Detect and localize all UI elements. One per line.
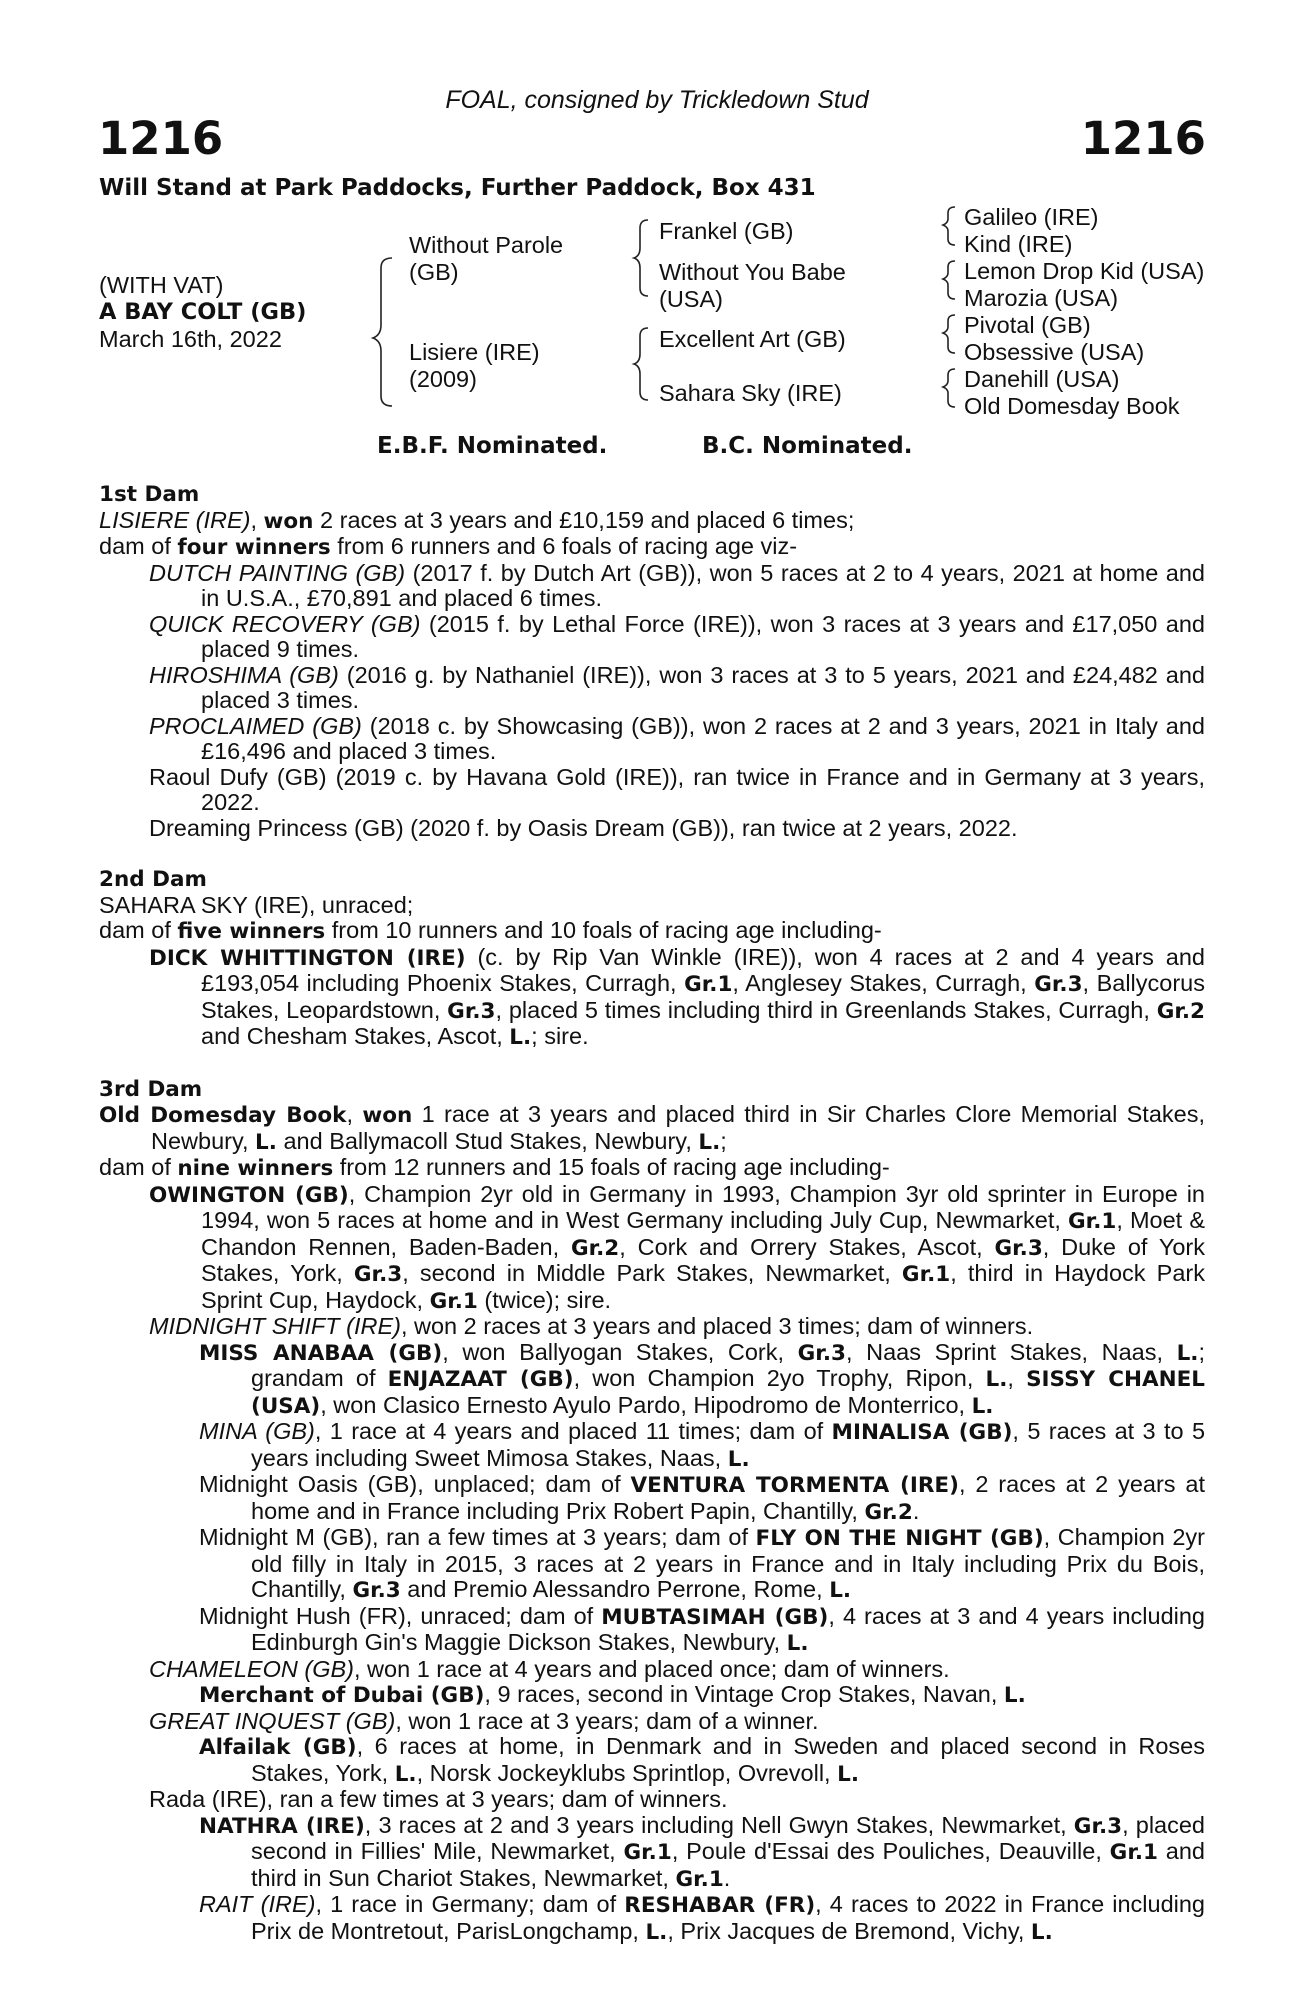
- dam-record: SAHARA SKY (IRE), unraced;: [99, 891, 414, 918]
- vat-note: (WITH VAT): [99, 272, 224, 298]
- produce-entry: PROCLAIMED (GB) (2018 c. by Showcasing (GB)), won 2 races at 2 and 3 years, 2021 in Italy and £16,496 and placed 3 times.: [149, 712, 1205, 764]
- dam-sire-name: Excellent Art (GB): [659, 326, 846, 352]
- produce-entry: Midnight M (GB), ran a few times at 3 years; dam of FLY ON THE NIGHT (GB), Champion 2yr old filly in Italy in 2015, 3 races at 2 years in France and in Italy including Prix du Bois, Chantilly, Gr.3 and Premio Alessandro Perrone, Rome, L.: [199, 1524, 1205, 1603]
- g3-name: Danehill (USA): [964, 366, 1120, 392]
- sire-name: Without Parole (GB): [409, 232, 564, 285]
- g3-name: Kind (IRE): [964, 231, 1073, 257]
- produce-entry: MIDNIGHT SHIFT (IRE), won 2 races at 3 years and placed 3 times; dam of winners.: [149, 1313, 1034, 1339]
- sire-sire-name: Frankel (GB): [659, 218, 794, 244]
- produce-entry: OWINGTON (GB), Champion 2yr old in Germany in 1993, Champion 3yr old sprinter in Europe in 1994, won 5 races at home and in West Germany including July Cup, Newmarket, Gr.1, Moet & Chandon Rennen, Baden-Baden, Gr.2, Cork and Orrery Stakes, Ascot, Gr.3, Duke of York Stakes, York, Gr.3, second in Middle Park Stakes, Newmarket, Gr.1, third in Haydock Park Sprint Cup, Haydock, Gr.1 (twice); sire.: [149, 1180, 1205, 1314]
- consignment-line: FOAL, consigned by Trickledown Stud: [445, 86, 869, 114]
- brace-sire: [634, 220, 648, 296]
- produce-entry: Midnight Oasis (GB), unplaced; dam of VENTURA TORMENTA (IRE), 2 races at 2 years at home and in France including Prix Robert Papin, Chantilly, Gr.2.: [199, 1471, 1206, 1525]
- g3-name: Marozia (USA): [964, 285, 1119, 311]
- produce-entry: Alfailak (GB), 6 races at home, in Denmark and in Sweden and placed second in Roses Stakes, York, L., Norsk Jockeyklubs Sprintlop, Ovrevoll, L.: [199, 1733, 1205, 1787]
- produce-entry: MINA (GB), 1 race at 4 years and placed 11 times; dam of MINALISA (GB), 5 races at 3 to 5 years including Sweet Mimosa Stakes, Naas, L.: [199, 1418, 1206, 1472]
- dam-produce-summary: dam of five winners from 10 runners and 10 foals of racing age including-: [99, 917, 882, 944]
- first-dam-heading: 1st Dam: [99, 482, 200, 507]
- dam-produce-summary: dam of nine winners from 12 runners and 15 foals of racing age including-: [99, 1154, 890, 1181]
- produce-entry: Dreaming Princess (GB) (2020 f. by Oasis Dream (GB)), ran twice at 2 years, 2022.: [149, 814, 1018, 841]
- catalogue-body: [99, 482, 1205, 1945]
- produce-entry: Midnight Hush (FR), unraced; dam of MUBTASIMAH (GB), 4 races at 3 and 4 years including Edinburgh Gin's Maggie Dickson Stakes, Newbury, L.: [199, 1602, 1206, 1656]
- brace-g3-4: [943, 369, 955, 407]
- produce-entry: DUTCH PAINTING (GB) (2017 f. by Dutch Art (GB)), won 5 races at 2 to 4 years, 2021 at home and in U.S.A., £70,891 and placed 6 times.: [149, 559, 1206, 611]
- produce-entry: NATHRA (IRE), 3 races at 2 and 3 years including Nell Gwyn Stakes, Newmarket, Gr.3, placed second in Fillies' Mile, Newmarket, Gr.1, Poule d'Essai des Pouliches, Deauville, Gr.1 and third in Sun Chariot Stakes, Newmarket, Gr.1.: [199, 1811, 1206, 1892]
- foaled-date: March 16th, 2022: [99, 326, 282, 352]
- produce-entry: QUICK RECOVERY (GB) (2015 f. by Lethal Force (IRE)), won 3 races at 3 years and £17,050 and placed 9 times.: [149, 610, 1205, 662]
- brace-g3-3: [943, 315, 955, 353]
- produce-entry: CHAMELEON (GB), won 1 race at 4 years and placed once; dam of winners.: [149, 1655, 950, 1682]
- produce-entry: DICK WHITTINGTON (IRE) (c. by Rip Van Winkle (IRE)), won 4 races at 2 and 4 years and £193,054 including Phoenix Stakes, Curragh, Gr.1, Anglesey Stakes, Curragh, Gr.3, Ballycorus Stakes, Leopardstown, Gr.3, placed 5 times including third in Greenlands Stakes, Curragh, Gr.2 and Chesham Stakes, Ascot, L.; sire.: [149, 943, 1205, 1050]
- brace-dam: [634, 328, 648, 400]
- dam-dam-name: Sahara Sky (IRE): [659, 380, 842, 406]
- g3-name: Pivotal (GB): [964, 312, 1091, 338]
- produce-entry: Merchant of Dubai (GB), 9 races, second in Vintage Crop Stakes, Navan, L.: [199, 1681, 1026, 1708]
- g3-name: Lemon Drop Kid (USA): [964, 258, 1205, 284]
- produce-entry: GREAT INQUEST (GB), won 1 race at 3 years; dam of a winner.: [149, 1707, 819, 1734]
- third-dam-heading: 3rd Dam: [99, 1076, 203, 1102]
- g3-name: Obsessive (USA): [964, 339, 1145, 365]
- produce-entry: Raoul Dufy (GB) (2019 c. by Havana Gold (IRE)), ran twice in France and in Germany at 3 years, 2022.: [149, 763, 1205, 815]
- produce-entry: HIROSHIMA (GB) (2016 g. by Nathaniel (IRE)), won 3 races at 3 to 5 years, 2021 and £24,482 and placed 3 times.: [149, 661, 1205, 713]
- dam-name: Lisiere (IRE) (2009): [409, 339, 540, 392]
- brace-g3-1: [943, 207, 955, 245]
- produce-entry: MISS ANABAA (GB), won Ballyogan Stakes, Cork, Gr.3, Naas Sprint Stakes, Naas, L.; grandam of ENJAZAAT (GB), won Champion 2yo Trophy, Ripon, L., SISSY CHANEL (USA), won Clasico Ernesto Ayulo Pardo, Hipodromo de Monterrico, L.: [199, 1338, 1206, 1419]
- second-dam-heading: 2nd Dam: [99, 867, 207, 892]
- produce-entry: RAIT (IRE), 1 race in Germany; dam of RESHABAR (FR), 4 races to 2022 in France including Prix de Montretout, ParisLongchamp, L., Prix Jacques de Bremond, Vichy, L.: [199, 1891, 1206, 1945]
- sire-dam-name: Without You Babe (USA): [659, 259, 846, 312]
- lot-number-left: 1216: [98, 112, 224, 165]
- ebf-nomination: E.B.F. Nominated.: [377, 433, 608, 459]
- g3-name: Galileo (IRE): [964, 204, 1099, 230]
- lot-name: A BAY COLT (GB): [99, 299, 307, 325]
- lot-number-right: 1216: [1080, 112, 1206, 165]
- dam-record: LISIERE (IRE), won 2 races at 3 years and £10,159 and placed 6 times;: [99, 506, 855, 534]
- dam-record: Old Domesday Book, won 1 race at 3 years and placed third in Sir Charles Clore Memorial Stakes, Newbury, L. and Ballymacoll Stud Stakes, Newbury, L.;: [99, 1101, 1205, 1155]
- brace-g3-2: [943, 261, 955, 299]
- produce-entry: Rada (IRE), ran a few times at 3 years; dam of winners.: [149, 1786, 728, 1812]
- stand-location: Will Stand at Park Paddocks, Further Paddock, Box 431: [99, 175, 816, 201]
- dam-produce-summary: dam of four winners from 6 runners and 6 foals of racing age viz-: [99, 533, 798, 560]
- g3-name: Old Domesday Book: [964, 393, 1180, 419]
- brace-sire-dam: [373, 258, 392, 406]
- bc-nomination: B.C. Nominated.: [702, 433, 913, 459]
